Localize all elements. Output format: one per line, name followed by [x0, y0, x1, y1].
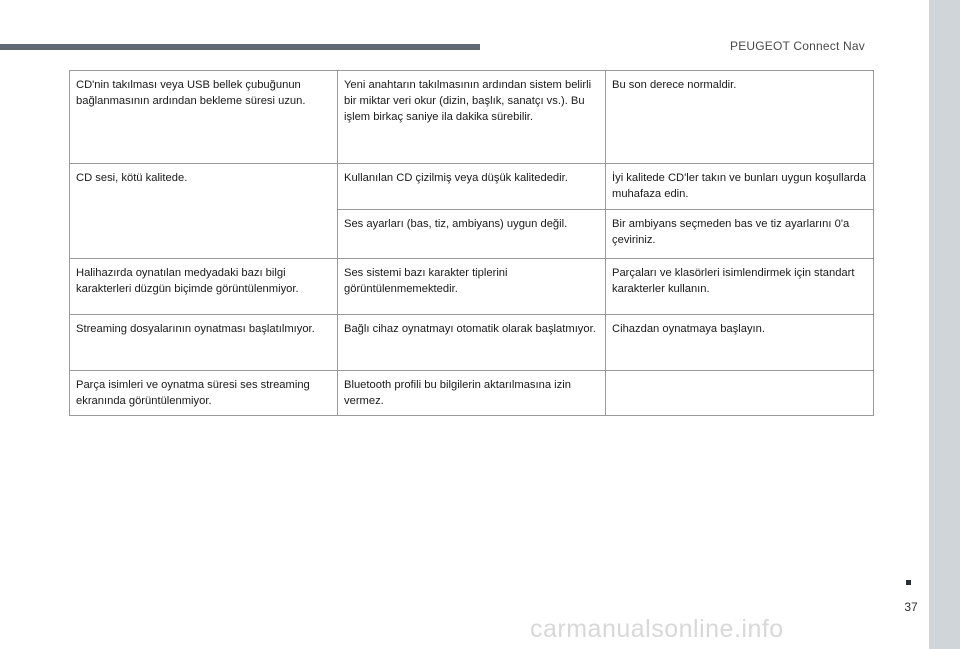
problem-cell: CD sesi, kötü kalitede. [70, 164, 338, 259]
cause-cell: Ses sistemi bazı karakter tiplerini görüntülenmemektedir. [338, 259, 606, 315]
solution-cell [606, 371, 874, 416]
header-bar [0, 44, 480, 50]
table-row [70, 259, 874, 315]
table-row [70, 371, 874, 416]
cause-cell: Bağlı cihaz oynatmayı otomatik olarak başlatmıyor. [338, 315, 606, 371]
problem-cell: Halihazırda oynatılan medyadaki bazı bilgi karakterleri düzgün biçimde görüntülenmiyor. [70, 259, 338, 315]
table-row [70, 71, 874, 164]
solution-cell: Bu son derece normaldir. [606, 71, 874, 164]
cause-cell: Kullanılan CD çizilmiş veya düşük kalitededir. [338, 164, 606, 210]
troubleshooting-table [69, 70, 874, 416]
cause-cell: Yeni anahtarın takılmasının ardından sistem belirli bir miktar veri okur (dizin, başlık, sanatçı vs.). Bu işlem birkaç saniye ila dakika sürebilir. [338, 71, 606, 164]
cause-cell: Ses ayarları (bas, tiz, ambiyans) uygun değil. [338, 210, 606, 259]
solution-cell: Bir ambiyans seçmeden bas ve tiz ayarlarını 0'a çeviriniz. [606, 210, 874, 259]
side-panel [929, 0, 960, 649]
header-title: PEUGEOT Connect Nav [730, 39, 865, 53]
table-row [70, 164, 874, 210]
solution-cell: İyi kalitede CD'ler takın ve bunları uygun koşullarda muhafaza edin. [606, 164, 874, 210]
problem-cell: Streaming dosyalarının oynatması başlatılmıyor. [70, 315, 338, 371]
solution-cell: Cihazdan oynatmaya başlayın. [606, 315, 874, 371]
table-row [70, 315, 874, 371]
page-marker [906, 580, 911, 585]
watermark: carmanualsonline.info [530, 615, 784, 643]
problem-cell: Parça isimleri ve oynatma süresi ses streaming ekranında görüntülenmiyor. [70, 371, 338, 416]
page-number: 37 [904, 600, 918, 614]
cause-cell: Bluetooth profili bu bilgilerin aktarılmasına izin vermez. [338, 371, 606, 416]
problem-cell: CD'nin takılması veya USB bellek çubuğunun bağlanmasının ardından bekleme süresi uzun. [70, 71, 338, 164]
solution-cell: Parçaları ve klasörleri isimlendirmek için standart karakterler kullanın. [606, 259, 874, 315]
